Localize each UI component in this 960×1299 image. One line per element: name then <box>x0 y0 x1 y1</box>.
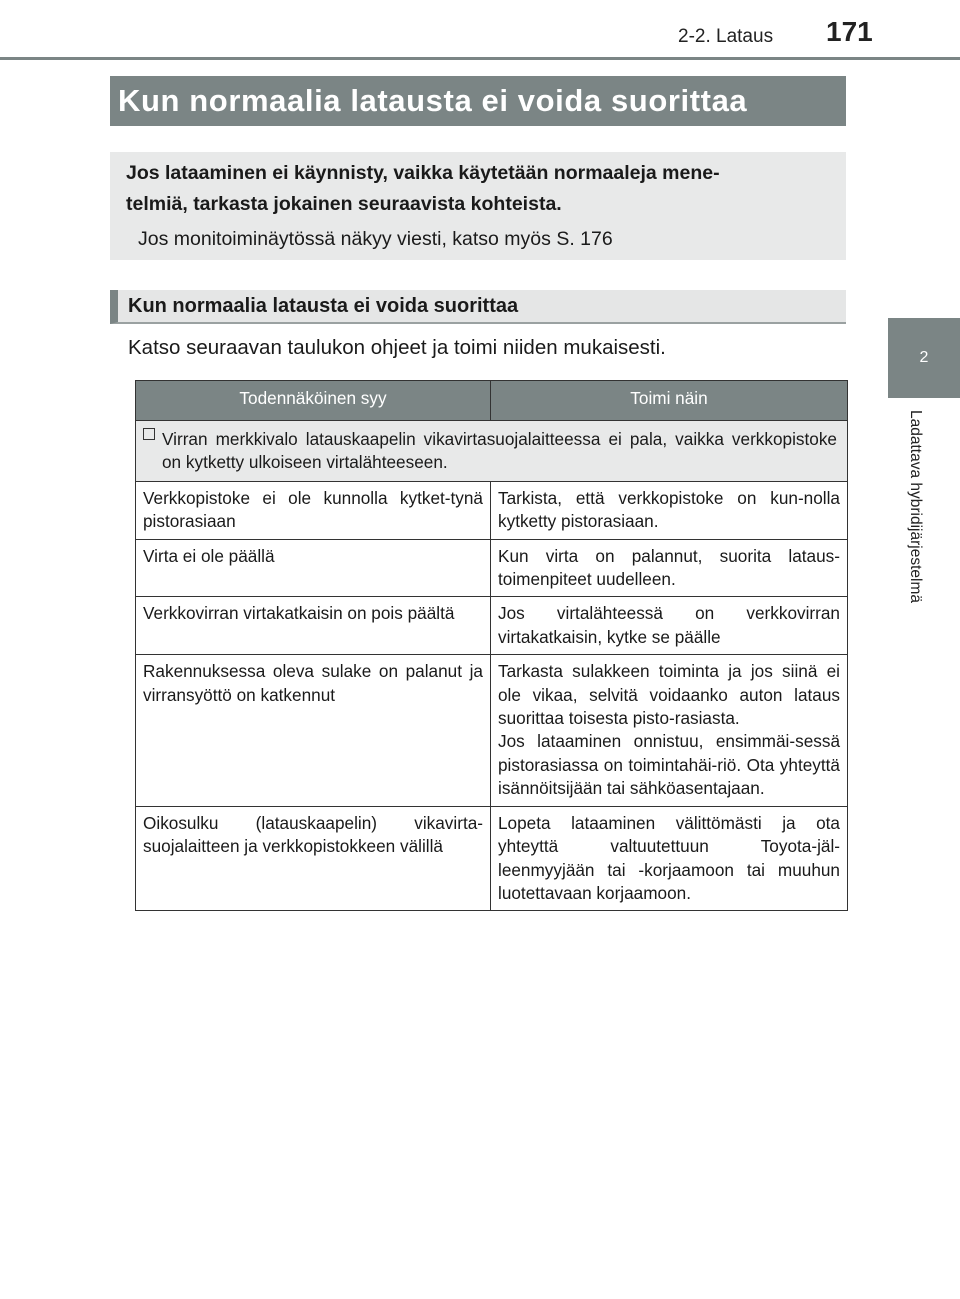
intro-bold-line-2: telmiä, tarkasta jokainen seuraavista kohteista. <box>126 193 562 215</box>
checkbox-icon <box>143 428 155 440</box>
table-row <box>136 655 848 806</box>
condition-cell <box>136 421 848 482</box>
condition-text: Virran merkkivalo latauskaapelin vikavirtasuojalaitteessa ei pala, vaikka verkkopistoke on kytketty ulkoiseen virtalähteeseen. <box>162 429 837 473</box>
table-row <box>136 481 848 539</box>
troubleshooting-table <box>135 380 848 911</box>
column-header-action: Toimi näin <box>491 381 848 421</box>
page-number: 171 <box>826 16 873 47</box>
intro-bold-text <box>126 158 832 220</box>
action-cell: Jos virtalähteessä on verkkovirran virtakatkaisin, kytke se päälle <box>491 597 848 655</box>
cause-cell: Verkkopistoke ei ole kunnolla kytket-tynä pistorasiaan <box>136 481 491 539</box>
intro-box <box>110 152 846 260</box>
action-cell <box>491 655 848 806</box>
chapter-tab <box>888 318 960 398</box>
column-header-cause: Todennäköinen syy <box>136 381 491 421</box>
chapter-number: 2 <box>919 349 929 366</box>
table-header-row <box>136 381 848 421</box>
table-row <box>136 806 848 911</box>
action-cell: Tarkista, että verkkopistoke on kun-nolla kytketty pistorasiaan. <box>491 481 848 539</box>
cause-cell: Rakennuksessa oleva sulake on palanut ja virransyöttö on katkennut <box>136 655 491 806</box>
intro-reference: Jos monitoiminäytössä näkyy viesti, katso myös S. 176 <box>138 228 613 250</box>
action-cell: Kun virta on palannut, suorita lataus-toimenpiteet uudelleen. <box>491 539 848 597</box>
page-title: Kun normaalia latausta ei voida suorittaa <box>110 76 846 126</box>
chapter-label: Ladattava hybridijärjestelmä <box>907 410 924 603</box>
action-paragraph: Jos lataaminen onnistuu, ensimmäi-sessä pistorasiassa on toimintahäi-riö. Ota yhteyttä isännöitsijään tai sähköasentajaan. <box>498 731 840 799</box>
section-subheading: Kun normaalia latausta ei voida suorittaa <box>110 290 846 324</box>
instruction-text: Katso seuraavan taulukon ohjeet ja toimi niiden mukaisesti. <box>128 336 666 359</box>
cause-cell: Verkkovirran virtakatkaisin on pois päältä <box>136 597 491 655</box>
header-rule <box>0 57 960 60</box>
cause-cell: Virta ei ole päällä <box>136 539 491 597</box>
header-section: 2-2. Lataus <box>678 26 774 47</box>
action-cell: Lopeta lataaminen välittömästi ja ota yhteyttä valtuutettuun Toyota-jäl-leenmyyjään tai -korjaamoon tai muuhun luotettavaan korjaamoon. <box>491 806 848 911</box>
table-row <box>136 539 848 597</box>
cause-cell: Oikosulku (latauskaapelin) vikavirta-suojalaitteen ja verkkopistokkeen välillä <box>136 806 491 911</box>
condition-row <box>136 421 848 482</box>
action-paragraph: Tarkasta sulakkeen toiminta ja jos siinä ei ole vikaa, selvitä voidaanko auton lataus suorittaa toisesta pisto-rasiasta. <box>498 661 840 729</box>
table-row <box>136 597 848 655</box>
intro-bold-line-1: Jos lataaminen ei käynnisty, vaikka käytetään normaaleja mene- <box>126 162 720 184</box>
